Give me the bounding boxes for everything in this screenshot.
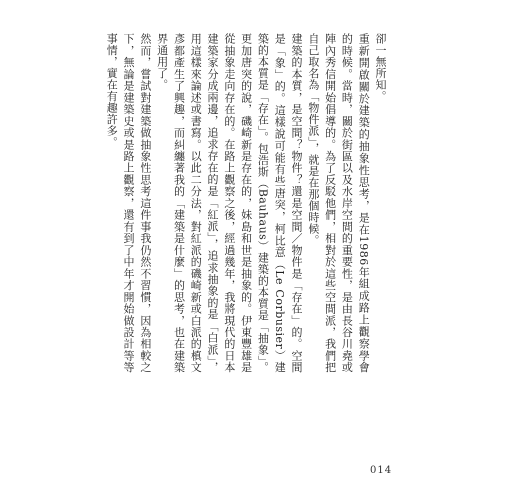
paragraph: 然而，嘗試對建築做抽象性思考這件事我仍然不習慣，因為相較之下，無論是建築史或是路上觀察，還有到了中年才開始做設計等等事情，實在有趣許多。 xyxy=(105,33,152,373)
paragraph: 重新開啟關於建築的抽象性思考，是在1986年組成路上觀察學會的時候。當時，關於街區以及水岸空間的重要性，是由長谷川堯或陣內秀信開始倡導的。為了反駁他們，相對於這些空間派，我們把自己取名為「物件派」，就是在那個時候。 xyxy=(306,33,371,373)
paragraph: 卻一無所知。 xyxy=(374,33,387,102)
page-number: 014 xyxy=(370,465,393,476)
vertical-text-body xyxy=(105,33,388,373)
paragraph: 建築的本質，是空間？物件？還是空間／物件是「存在」的。空間是「象」的。這樣說可能有些唐突，柯比意（Le Corbusier）建築的本質是「存在」。包浩斯（Bauhaus）建築的本質是「抽象」。更加唐突的說，磯崎新是存在的，妹島和世是抽象的。伊東豐雄是從抽象走向存在的。在路上觀察之後，經過幾年，我將現代的日本建築家分成兩邊，追求存在的是「紅派」，追求抽象的是「白派」，用這樣來論述或書寫。以此二分法，對紅派的磯崎新或白派的槙文彥都產生了興趣，而糾纏著我的「建築是什麼」的思考，也在建築界通用了。 xyxy=(155,33,304,373)
